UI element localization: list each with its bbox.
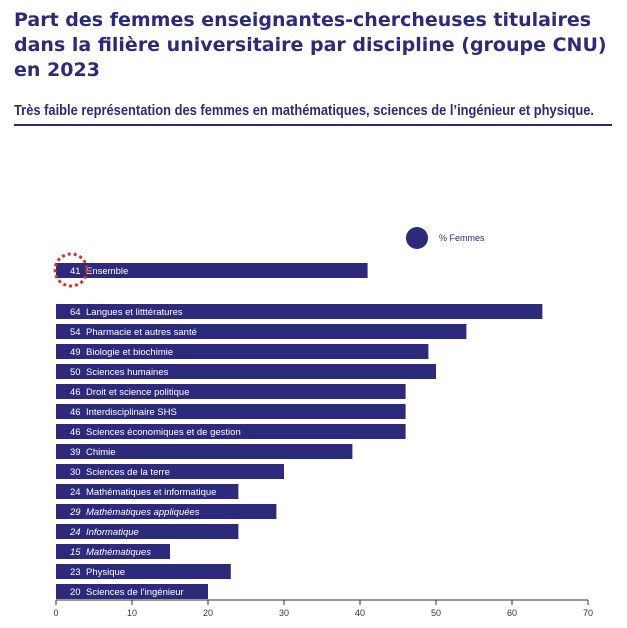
chart-title: Part des femmes enseignantes-chercheuses titulaires dans la filière universitaire par discipline (groupe CNU) en 2023 bbox=[14, 9, 607, 81]
bar-label: Langues et litttératures bbox=[86, 307, 183, 318]
bar-label: Sciences économiques et de gestion bbox=[86, 427, 241, 438]
x-tick-label: 10 bbox=[126, 608, 138, 618]
bar-value: 41 bbox=[70, 266, 81, 277]
bar-label: Ensemble bbox=[86, 266, 129, 277]
bar-value: 39 bbox=[70, 447, 81, 458]
bar-value: 15 bbox=[70, 547, 81, 558]
bar-value: 29 bbox=[70, 507, 81, 518]
bar-value: 46 bbox=[70, 407, 81, 418]
bar-label: Droit et science politique bbox=[86, 387, 190, 398]
bar-value: 24 bbox=[70, 487, 81, 498]
bar-label: Biologie et biochimie bbox=[86, 347, 174, 358]
bar-label: Physique bbox=[86, 567, 126, 578]
bar-label: Mathématiques et informatique bbox=[86, 487, 217, 498]
x-tick-label: 40 bbox=[354, 608, 366, 618]
bar-label: Sciences de la terre bbox=[86, 467, 170, 478]
legend-swatch bbox=[406, 227, 428, 249]
bar-value: 30 bbox=[70, 467, 81, 478]
bar-value: 46 bbox=[70, 387, 81, 398]
x-tick-label: 60 bbox=[506, 608, 518, 618]
bar-value: 24 bbox=[70, 527, 81, 538]
bar-value: 20 bbox=[70, 587, 81, 598]
bar-value: 23 bbox=[70, 567, 81, 578]
x-tick-label: 30 bbox=[278, 608, 290, 618]
bar-label: Sciences humaines bbox=[86, 367, 169, 378]
x-tick-label: 0 bbox=[53, 608, 59, 618]
x-tick-label: 70 bbox=[582, 608, 594, 618]
bar-label: Chimie bbox=[86, 447, 116, 458]
chart-subtitle: Très faible représentation des femmes en mathématiques, sciences de l’ingénieur et physique. bbox=[14, 102, 594, 119]
bar-label: Mathématiques appliquées bbox=[86, 507, 200, 518]
bar-label: Sciences de l’ingénieur bbox=[86, 587, 184, 598]
bar-label: Pharmacie et autres santé bbox=[86, 327, 197, 338]
bar-label: Interdisciplinaire SHS bbox=[86, 407, 177, 418]
bar-15 bbox=[56, 564, 231, 579]
bar-label: Informatique bbox=[86, 527, 139, 538]
bar-13 bbox=[56, 524, 238, 539]
bar-label: Mathématiques bbox=[86, 547, 151, 558]
bar-value: 46 bbox=[70, 427, 81, 438]
bar-value: 50 bbox=[70, 367, 81, 378]
bar-value: 64 bbox=[70, 307, 81, 318]
bar-value: 49 bbox=[70, 347, 81, 358]
x-tick-label: 50 bbox=[430, 608, 442, 618]
x-tick-label: 20 bbox=[202, 608, 214, 618]
bar-value: 54 bbox=[70, 327, 81, 338]
legend-label: % Femmes bbox=[439, 233, 485, 243]
